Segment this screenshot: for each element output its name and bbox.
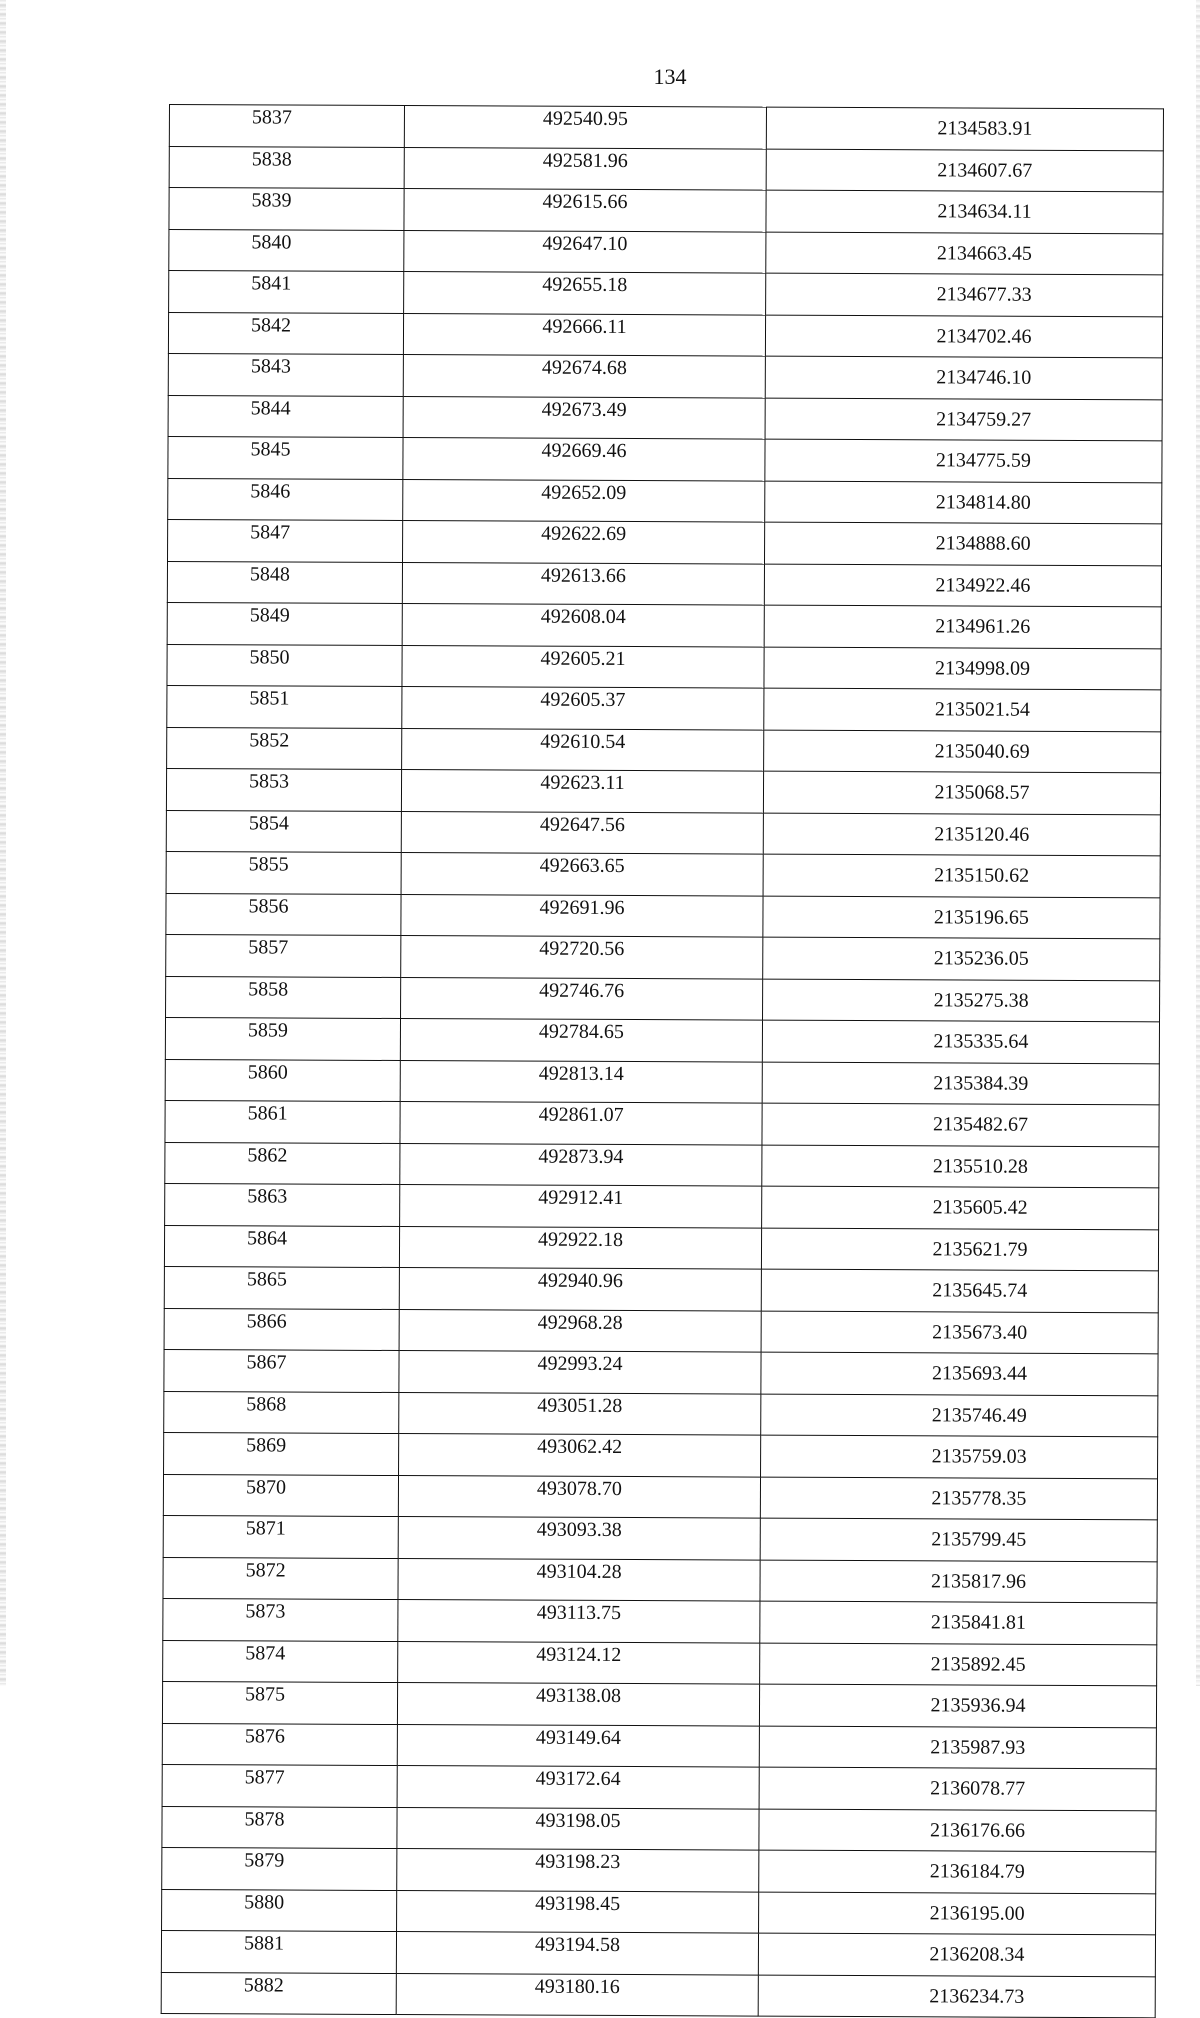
point-id-cell: 5876 (162, 1723, 397, 1766)
table-row (166, 810, 1160, 856)
point-id-cell: 5868 (164, 1391, 399, 1434)
table-row (163, 1515, 1157, 1561)
table-row (163, 1474, 1157, 1520)
y-coordinate-cell: 2135645.74 (761, 1269, 1158, 1312)
y-coordinate-cell: 2135196.65 (763, 896, 1160, 939)
y-coordinate-cell: 2135693.44 (761, 1352, 1158, 1395)
table-row (168, 353, 1162, 399)
table-row (165, 1059, 1159, 1105)
y-coordinate-cell: 2134759.27 (765, 398, 1162, 441)
y-coordinate-cell: 2135510.28 (762, 1145, 1159, 1188)
x-coordinate-cell: 492605.21 (402, 645, 764, 688)
point-id-cell: 5858 (166, 976, 401, 1019)
y-coordinate-cell: 2134663.45 (766, 232, 1163, 275)
y-coordinate-cell: 2134746.10 (765, 356, 1162, 399)
table-row (161, 1930, 1155, 1976)
y-coordinate-cell: 2135040.69 (764, 730, 1161, 773)
y-coordinate-cell: 2134998.09 (764, 647, 1161, 690)
table-row (161, 1972, 1155, 2018)
table-row (165, 1183, 1159, 1229)
y-coordinate-cell: 2135335.64 (762, 1020, 1159, 1063)
point-id-cell: 5855 (166, 851, 401, 894)
x-coordinate-cell: 492623.11 (401, 770, 763, 813)
x-coordinate-cell: 493198.05 (397, 1807, 759, 1850)
page-number: 134 (653, 64, 687, 89)
y-coordinate-cell: 2135236.05 (763, 937, 1160, 980)
point-id-cell: 5875 (162, 1681, 397, 1724)
table-row (166, 934, 1160, 980)
table-row (169, 271, 1163, 317)
table-row (164, 1308, 1158, 1354)
table-row (168, 395, 1162, 441)
table-row (165, 1017, 1159, 1063)
x-coordinate-cell: 493124.12 (398, 1641, 760, 1684)
point-id-cell: 5878 (162, 1806, 397, 1849)
x-coordinate-cell: 492666.11 (403, 313, 765, 356)
point-id-cell: 5859 (165, 1017, 400, 1060)
point-id-cell: 5844 (168, 395, 403, 438)
x-coordinate-cell: 492647.56 (401, 811, 763, 854)
x-coordinate-cell: 492608.04 (402, 604, 764, 647)
y-coordinate-cell: 2136078.77 (759, 1767, 1156, 1810)
y-coordinate-cell: 2135150.62 (763, 854, 1160, 897)
table-row (167, 602, 1161, 648)
x-coordinate-cell: 492674.68 (403, 355, 765, 398)
y-coordinate-cell: 2136176.66 (759, 1809, 1156, 1852)
point-id-cell: 5845 (168, 436, 403, 479)
point-id-cell: 5853 (166, 768, 401, 811)
point-id-cell: 5839 (169, 188, 404, 231)
x-coordinate-cell: 492673.49 (403, 396, 765, 439)
point-id-cell: 5871 (163, 1515, 398, 1558)
table-row (169, 229, 1163, 275)
table-row (162, 1723, 1156, 1769)
point-id-cell: 5847 (168, 519, 403, 562)
x-coordinate-cell: 492912.41 (400, 1185, 762, 1228)
x-coordinate-cell: 493113.75 (398, 1600, 760, 1643)
x-coordinate-cell: 492613.66 (402, 562, 764, 605)
point-id-cell: 5851 (167, 685, 402, 728)
y-coordinate-cell: 2135936.94 (759, 1684, 1156, 1727)
table-row (165, 1100, 1159, 1146)
x-coordinate-cell: 492813.14 (400, 1060, 762, 1103)
table-row (167, 644, 1161, 690)
point-id-cell: 5880 (162, 1889, 397, 1932)
x-coordinate-cell: 492691.96 (401, 894, 763, 937)
table-row (162, 1889, 1156, 1935)
x-coordinate-cell: 493093.38 (398, 1517, 760, 1560)
table-row (164, 1266, 1158, 1312)
y-coordinate-cell: 2134814.80 (765, 481, 1162, 524)
y-coordinate-cell: 2135068.57 (763, 771, 1160, 814)
point-id-cell: 5842 (168, 312, 403, 355)
y-coordinate-cell: 2134961.26 (764, 605, 1161, 648)
x-coordinate-cell: 492647.10 (404, 230, 766, 273)
table-row (169, 146, 1163, 192)
point-id-cell: 5874 (163, 1640, 398, 1683)
table-row (162, 1764, 1156, 1810)
x-coordinate-cell: 493138.08 (397, 1683, 759, 1726)
point-id-cell: 5872 (163, 1557, 398, 1600)
x-coordinate-cell: 492615.66 (404, 189, 766, 232)
table-row (162, 1847, 1156, 1893)
y-coordinate-cell: 2135021.54 (764, 688, 1161, 731)
point-id-cell: 5860 (165, 1059, 400, 1102)
point-id-cell: 5850 (167, 644, 402, 687)
y-coordinate-cell: 2134888.60 (765, 522, 1162, 565)
y-coordinate-cell: 2135892.45 (760, 1643, 1157, 1686)
x-coordinate-cell: 492861.07 (400, 1102, 762, 1145)
y-coordinate-cell: 2135759.03 (761, 1435, 1158, 1478)
y-coordinate-cell: 2135817.96 (760, 1560, 1157, 1603)
y-coordinate-cell: 2136208.34 (758, 1933, 1155, 1976)
x-coordinate-cell: 492746.76 (401, 977, 763, 1020)
y-coordinate-cell: 2134634.11 (766, 190, 1163, 233)
table-row (163, 1640, 1157, 1686)
table-row (164, 1391, 1158, 1437)
y-coordinate-cell: 2135673.40 (761, 1311, 1158, 1354)
y-coordinate-cell: 2135778.35 (760, 1477, 1157, 1520)
table-row (169, 188, 1163, 234)
point-id-cell: 5862 (165, 1142, 400, 1185)
y-coordinate-cell: 2135799.45 (760, 1518, 1157, 1561)
point-id-cell: 5856 (166, 893, 401, 936)
y-coordinate-cell: 2134607.67 (766, 149, 1163, 192)
x-coordinate-cell: 492540.95 (404, 106, 766, 149)
x-coordinate-cell: 493149.64 (397, 1724, 759, 1767)
x-coordinate-cell: 492940.96 (399, 1268, 761, 1311)
x-coordinate-cell: 493194.58 (396, 1932, 758, 1975)
point-id-cell: 5861 (165, 1100, 400, 1143)
point-id-cell: 5869 (164, 1432, 399, 1475)
y-coordinate-cell: 2136195.00 (759, 1892, 1156, 1935)
x-coordinate-cell: 492655.18 (404, 272, 766, 315)
table-row (166, 851, 1160, 897)
x-coordinate-cell: 493198.45 (397, 1890, 759, 1933)
x-coordinate-cell: 493051.28 (399, 1392, 761, 1435)
table-row (168, 519, 1162, 565)
y-coordinate-cell: 2135384.39 (762, 1062, 1159, 1105)
table-row (164, 1225, 1158, 1271)
point-id-cell: 5841 (169, 271, 404, 314)
table-row (162, 1806, 1156, 1852)
y-coordinate-cell: 2134677.33 (766, 273, 1163, 316)
point-id-cell: 5879 (162, 1847, 397, 1890)
scan-edge-left (0, 0, 6, 1686)
point-id-cell: 5877 (162, 1764, 397, 1807)
point-id-cell: 5864 (164, 1225, 399, 1268)
x-coordinate-cell: 492669.46 (403, 438, 765, 481)
point-id-cell: 5863 (165, 1183, 400, 1226)
point-id-cell: 5873 (163, 1598, 398, 1641)
y-coordinate-cell: 2135621.79 (761, 1228, 1158, 1271)
y-coordinate-cell: 2135746.49 (761, 1394, 1158, 1437)
x-coordinate-cell: 492993.24 (399, 1351, 761, 1394)
x-coordinate-cell: 493198.23 (397, 1849, 759, 1892)
y-coordinate-cell: 2134583.91 (766, 107, 1163, 150)
x-coordinate-cell: 493104.28 (398, 1558, 760, 1601)
x-coordinate-cell: 492605.37 (402, 687, 764, 730)
table-row (168, 312, 1162, 358)
table-row (163, 1557, 1157, 1603)
point-id-cell: 5846 (168, 478, 403, 521)
y-coordinate-cell: 2135841.81 (760, 1601, 1157, 1644)
point-id-cell: 5882 (161, 1972, 396, 2015)
table-row (164, 1349, 1158, 1395)
point-id-cell: 5837 (169, 105, 404, 148)
table-row (168, 436, 1162, 482)
x-coordinate-cell: 492720.56 (401, 936, 763, 979)
point-id-cell: 5849 (167, 602, 402, 645)
scan-edge-right (1196, 0, 1200, 1686)
y-coordinate-cell: 2135120.46 (763, 813, 1160, 856)
table-row (167, 561, 1161, 607)
point-id-cell: 5848 (167, 561, 402, 604)
x-coordinate-cell: 492663.65 (401, 853, 763, 896)
x-coordinate-cell: 492922.18 (399, 1226, 761, 1269)
coordinates-table (161, 104, 1164, 2018)
table-row (166, 768, 1160, 814)
x-coordinate-cell: 492968.28 (399, 1309, 761, 1352)
table-row (167, 727, 1161, 773)
point-id-cell: 5838 (169, 146, 404, 189)
x-coordinate-cell: 492652.09 (403, 479, 765, 522)
x-coordinate-cell: 493062.42 (399, 1434, 761, 1477)
y-coordinate-cell: 2135605.42 (762, 1186, 1159, 1229)
point-id-cell: 5866 (164, 1308, 399, 1351)
table-row (169, 105, 1163, 151)
point-id-cell: 5881 (161, 1930, 396, 1973)
point-id-cell: 5843 (168, 353, 403, 396)
point-id-cell: 5854 (166, 810, 401, 853)
table-row (164, 1432, 1158, 1478)
x-coordinate-cell: 492784.65 (400, 1019, 762, 1062)
y-coordinate-cell: 2135987.93 (759, 1726, 1156, 1769)
x-coordinate-cell: 492622.69 (403, 521, 765, 564)
x-coordinate-cell: 493172.64 (397, 1766, 759, 1809)
y-coordinate-cell: 2134922.46 (764, 564, 1161, 607)
y-coordinate-cell: 2134702.46 (765, 315, 1162, 358)
table-row (162, 1681, 1156, 1727)
point-id-cell: 5870 (163, 1474, 398, 1517)
y-coordinate-cell: 2135275.38 (763, 979, 1160, 1022)
x-coordinate-cell: 492873.94 (400, 1143, 762, 1186)
x-coordinate-cell: 492581.96 (404, 147, 766, 190)
x-coordinate-cell: 493180.16 (396, 1973, 758, 2016)
point-id-cell: 5852 (167, 727, 402, 770)
table-row (167, 685, 1161, 731)
x-coordinate-cell: 492610.54 (402, 728, 764, 771)
table-row (165, 1142, 1159, 1188)
table-row (163, 1598, 1157, 1644)
y-coordinate-cell: 2136184.79 (759, 1850, 1156, 1893)
y-coordinate-cell: 2135482.67 (762, 1103, 1159, 1146)
table-row (166, 893, 1160, 939)
point-id-cell: 5840 (169, 229, 404, 272)
table-row (166, 976, 1160, 1022)
point-id-cell: 5865 (164, 1266, 399, 1309)
coordinates-table-body (161, 105, 1163, 2018)
y-coordinate-cell: 2134775.59 (765, 439, 1162, 482)
table-row (168, 478, 1162, 524)
y-coordinate-cell: 2136234.73 (758, 1975, 1155, 2018)
point-id-cell: 5867 (164, 1349, 399, 1392)
x-coordinate-cell: 493078.70 (398, 1475, 760, 1518)
point-id-cell: 5857 (166, 934, 401, 977)
